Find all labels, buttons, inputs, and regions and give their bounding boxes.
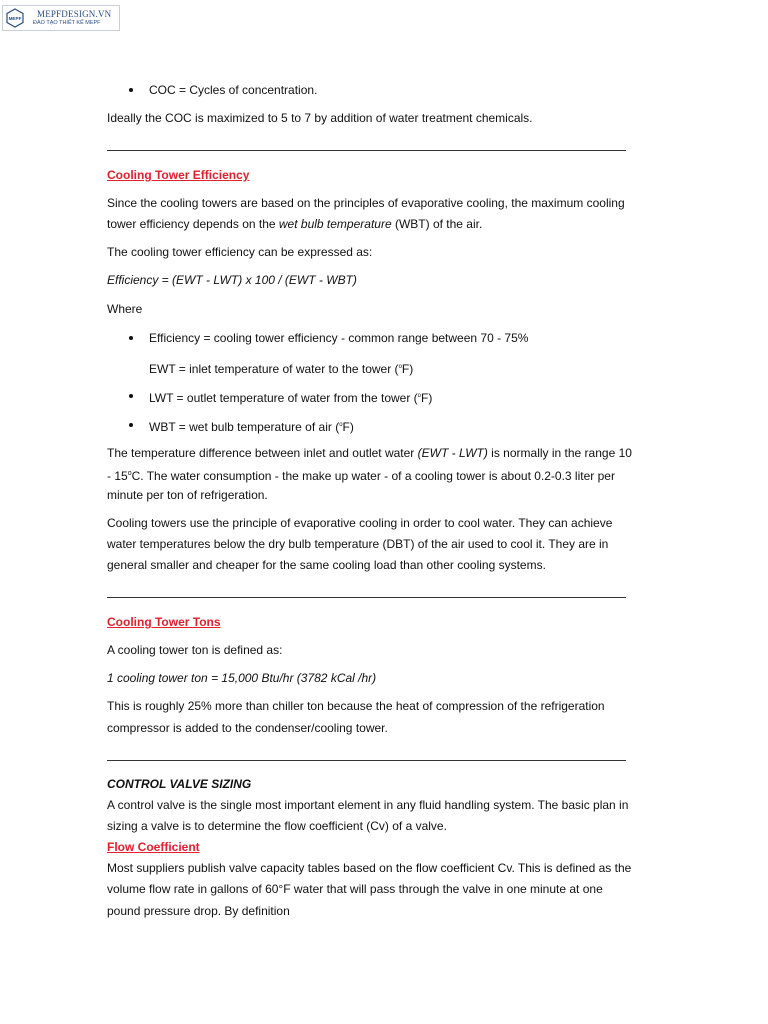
logo-tagline: ĐÀO TẠO THIẾT KẾ MEPF [33,20,101,26]
valve-line-1: A control valve is the single most important element in any fluid handling system. The basic plan in [107,798,629,812]
principle-line-2: water temperatures below the dry bulb temperature (DBT) of the air used to cool it. They are in [107,537,609,551]
def-lwt: LWT = outlet temperature of water from the tower ($^o$F) [149,391,433,405]
flow-coefficient-heading: Flow Coefficient [107,840,200,854]
tons-defined: A cooling tower ton is defined as: [107,643,283,657]
coc-ideal: Ideally the COC is maximized to 5 to 7 by addition of water treatment chemicals. [107,111,533,125]
valve-heading: CONTROL VALVE SIZING [107,777,252,791]
flow-line-3: pound pressure drop. By definition [107,904,290,918]
site-logo [2,5,120,31]
bullet-marker [129,423,133,427]
section-divider [107,597,626,598]
bullet-marker [129,336,133,340]
seal-icon [5,8,25,28]
principle-line-1: Cooling towers use the principle of evaporative cooling in order to cool water. They can achieve [107,516,613,530]
principle-line-3: general smaller and cheaper for the same cooling load than other cooling systems. [107,558,546,572]
efficiency-formula: Efficiency = (EWT - LWT) x 100 / (EWT - WBT) [107,273,357,287]
coc-definition: COC = Cycles of concentration. [149,83,318,97]
temp-diff-line-3: minute per ton of refrigeration. [107,488,268,502]
temp-diff-line-1: The temperature difference between inlet and outlet water (EWT - LWT) is normally in the range 10 [107,446,632,460]
efficiency-where: Where [107,302,143,316]
valve-line-2: sizing a valve is to determine the flow coefficient (Cv) of a valve. [107,819,447,833]
tons-formula: 1 cooling tower ton = 15,000 Btu/hr (3782 kCal /hr) [107,671,377,685]
efficiency-expressed: The cooling tower efficiency can be expressed as: [107,245,373,259]
flow-line-2: volume flow rate in gallons of 60°F water that will pass through the valve in one minute at one [107,882,603,896]
flow-line-1: Most suppliers publish valve capacity tables based on the flow coefficient Cv. This is defined as the [107,861,632,875]
efficiency-intro-line-1: Since the cooling towers are based on the principles of evaporative cooling, the maximum cooling [107,196,625,210]
temp-diff-line-2: - 15$^o$C. The water consumption - the make up water - of a cooling tower is about 0.2-0.3 liter per [107,469,615,483]
efficiency-intro-line-2: tower efficiency depends on the wet bulb temperature (WBT) of the air. [107,217,483,231]
tons-heading: Cooling Tower Tons [107,615,221,629]
bullet-marker [129,394,133,398]
section-divider [107,150,626,151]
tons-note-line-2: compressor is added to the condenser/cooling tower. [107,721,388,735]
logo-name: MEPFDESIGN.VN [37,9,112,19]
bullet-marker [129,88,133,92]
efficiency-heading: Cooling Tower Efficiency [107,168,250,182]
tons-note-line-1: This is roughly 25% more than chiller ton because the heat of compression of the refrigeration [107,699,605,713]
section-divider [107,760,626,761]
def-ewt: EWT = inlet temperature of water to the tower ($^o$F) [149,362,414,376]
def-wbt: WBT = wet bulb temperature of air ($^o$F) [149,420,354,434]
def-efficiency: Efficiency = cooling tower efficiency - common range between 70 - 75% [149,331,529,345]
seal-text: MEPF [8,15,22,21]
